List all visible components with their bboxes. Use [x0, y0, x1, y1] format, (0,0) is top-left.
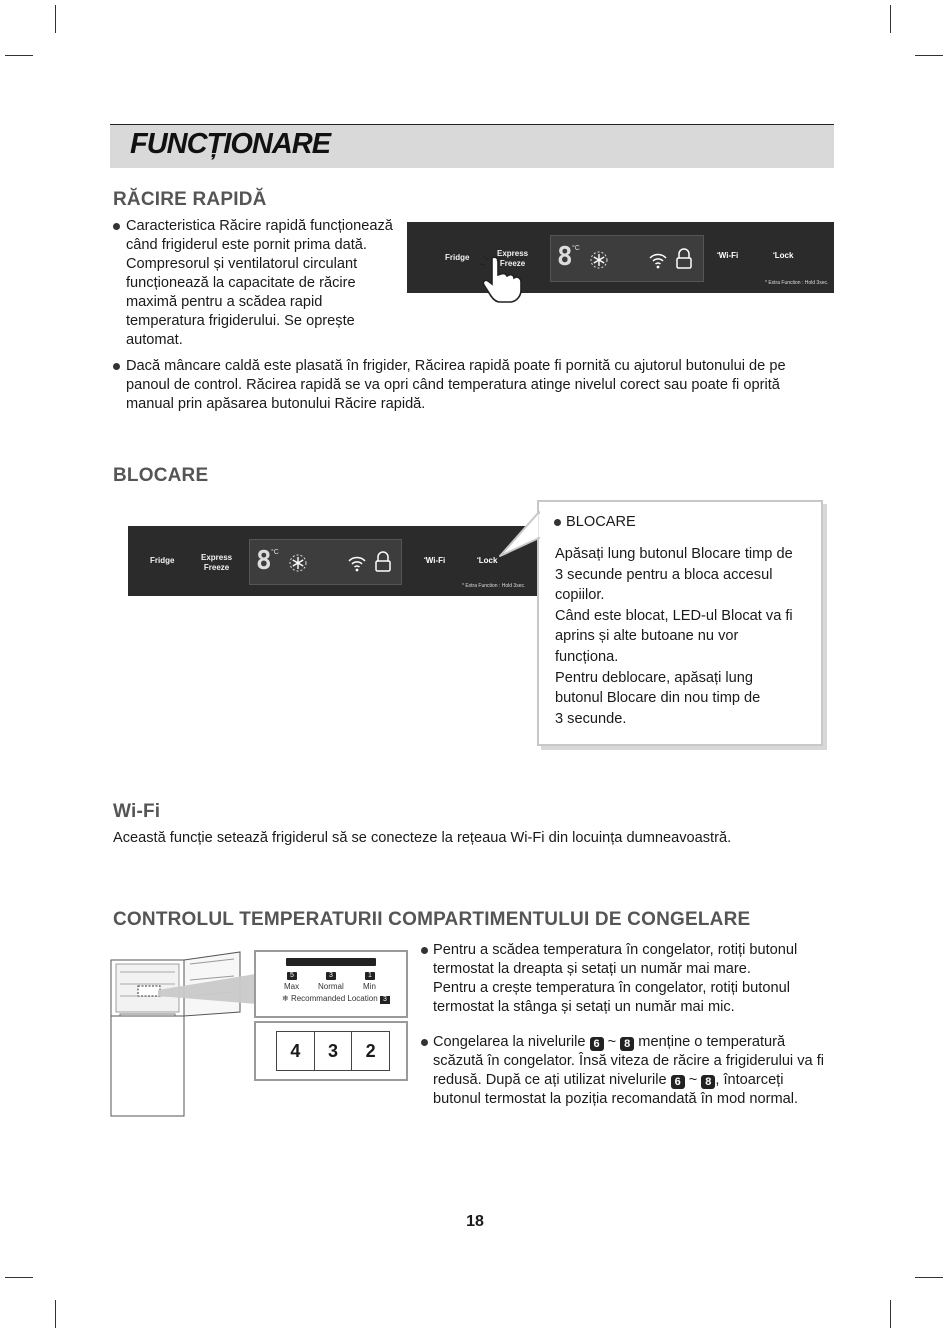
indicator-dot: • — [717, 251, 719, 257]
button-label: Wi-Fi — [425, 556, 446, 565]
temperature-display — [550, 235, 704, 282]
bullet — [421, 1039, 428, 1046]
text-line: Când este blocat, LED-ul Blocat va fi — [555, 607, 793, 624]
page-number: 18 — [466, 1213, 484, 1230]
wifi-icon — [348, 556, 366, 572]
text-line: Caracteristica Răcire rapidă funcționează — [126, 218, 393, 234]
tilde: ~ — [688, 1072, 698, 1088]
dial-label-max: Max — [284, 982, 300, 991]
text-line: funcționează la capacitate de răcire — [126, 275, 356, 291]
text-line: 3 secunde pentru a bloca accesul — [555, 566, 773, 583]
wifi-text: Această funcție setează frigiderul să se conecteze la rețeaua Wi-Fi din locuința dumneavoastră. — [113, 830, 732, 846]
crop-mark — [5, 55, 33, 56]
text-line: termostat la stânga și setați un număr mai mic. — [433, 999, 735, 1015]
snowflake-icon — [589, 250, 609, 270]
page-title: FUNCȚIONARE — [130, 128, 331, 160]
text-line: 3 secunde. — [555, 710, 627, 727]
level-badge: 3 — [380, 996, 390, 1004]
button-label: Express — [201, 553, 233, 562]
crop-mark — [890, 1300, 891, 1328]
text-line: copiilor. — [555, 587, 605, 604]
text-line: automat. — [126, 332, 183, 348]
pressing-hand-icon — [478, 254, 524, 304]
button-label: Lock — [478, 556, 498, 565]
bullet — [554, 519, 561, 526]
text-line: panoul de control. Răcirea rapidă se va opri când temperatura atinge nivelul corect sau poate fi oprită — [126, 377, 780, 393]
temperature-digit: 8 — [557, 242, 573, 272]
lock-callout — [537, 500, 823, 746]
control-panel-express — [407, 222, 834, 293]
level-badge: 6 — [590, 1037, 604, 1051]
freezer-heading: CONTROLUL TEMPERATURII COMPARTIMENTULUI DE CONGELARE — [113, 909, 751, 930]
recommended-label: Recommanded Location — [290, 994, 378, 1003]
bullet — [421, 947, 428, 954]
dial-indicator-bar — [286, 958, 376, 966]
extra-function-note: * Extra Function : Hold 3sec. — [462, 583, 526, 589]
level-badge: 6 — [671, 1075, 685, 1089]
thermostat-knob-box — [254, 1021, 408, 1081]
text-line: Apăsați lung butonul Blocare timp de — [555, 546, 793, 562]
indicator-dot: • — [477, 556, 479, 562]
unit-label: °C — [271, 549, 279, 556]
crop-mark — [55, 5, 56, 33]
lock-icon — [675, 248, 693, 270]
express-freeze-button[interactable] — [201, 553, 232, 573]
dial-label-normal: Normal — [318, 982, 344, 991]
text-line: Pentru a crește temperatura în congelator, rotiți butonul — [433, 980, 790, 996]
text-line: termostat la dreapta și setați un număr mai mare. — [433, 961, 751, 977]
text-line: Pentru a scădea temperatura în congelator, rotiți butonul — [433, 942, 798, 958]
knob-value: 4 — [277, 1032, 315, 1070]
wifi-heading: Wi-Fi — [113, 801, 161, 822]
indicator-dot: • — [773, 251, 775, 257]
knob-value: 2 — [365, 1041, 376, 1061]
fridge-button[interactable]: Fridge — [150, 556, 175, 565]
express-paragraph-2 — [126, 357, 826, 414]
tilde: ~ — [607, 1034, 617, 1050]
freezer-bullet-2 — [433, 1033, 838, 1109]
text-line: Pentru deblocare, apăsați lung — [555, 669, 753, 686]
button-label: Wi-Fi — [718, 251, 739, 260]
knob-value: 3 — [315, 1032, 353, 1070]
text-line: funcționa. — [555, 648, 619, 665]
callout-title: BLOCARE — [566, 514, 636, 530]
freezer-bullet-1 — [433, 941, 833, 1017]
text-span: , întoarceți — [715, 1072, 784, 1088]
text-line: butonul termostat la poziția recomandată în mod normal. — [433, 1091, 799, 1107]
unit-label: °C — [572, 245, 580, 252]
temperature-digit: 8 — [256, 546, 272, 576]
text-line: scăzută în congelator. Însă viteza de răcire a frigiderului va fi — [433, 1053, 824, 1069]
wifi-button[interactable] — [717, 251, 738, 260]
text-line: Dacă mâncare caldă este plasată în frigider, Răcirea rapidă poate fi pornită cu ajutorul butonului de pe — [126, 358, 786, 374]
express-paragraph-1 — [126, 217, 411, 350]
extra-function-note: * Extra Function : Hold 3sec. — [765, 280, 829, 286]
callout-pointer — [496, 510, 542, 560]
callout-body — [555, 544, 815, 729]
text-span: redusă. După ce ați utilizat nivelurile — [433, 1072, 667, 1088]
dial-label-min: Min — [363, 982, 376, 991]
snowflake-icon — [288, 553, 308, 573]
text-span: Congelarea la nivelurile — [433, 1034, 586, 1050]
bullet — [113, 363, 120, 370]
text-line: maximă pentru a scădea rapid — [126, 294, 323, 310]
bullet — [113, 223, 120, 230]
refrigerator-illustration — [108, 950, 258, 1120]
wifi-button[interactable] — [424, 556, 445, 565]
snowflake-icon: ❄ — [282, 994, 289, 1003]
text-line: când frigiderul este pornit prima dată. — [126, 237, 367, 253]
text-line — [433, 1033, 838, 1052]
indicator-dot: • — [424, 556, 426, 562]
crop-mark — [915, 1277, 943, 1278]
crop-mark — [55, 1300, 56, 1328]
thermostat-knob[interactable] — [276, 1031, 390, 1071]
text-line: butonul Blocare din nou timp de — [555, 690, 761, 707]
level-badge: 5 — [287, 972, 297, 980]
lock-icon — [374, 551, 392, 573]
text-span: menține o temperatură — [638, 1034, 786, 1050]
crop-mark — [5, 1277, 33, 1278]
level-badge: 8 — [701, 1075, 715, 1089]
wifi-icon — [649, 253, 667, 269]
recommended-location-note — [282, 994, 390, 1004]
fridge-button[interactable]: Fridge — [445, 253, 470, 262]
level-badge: 1 — [365, 972, 375, 980]
crop-mark — [890, 5, 891, 33]
text-line: Compresorul și ventilatorul circulant — [126, 256, 358, 272]
express-heading: RĂCIRE RAPIDĂ — [113, 189, 267, 210]
button-label: Freeze — [499, 259, 526, 268]
lock-button[interactable] — [477, 556, 497, 565]
lock-button[interactable] — [773, 251, 793, 260]
button-label: Lock — [774, 251, 794, 260]
control-panel-lock — [128, 526, 542, 596]
button-label: Express — [497, 249, 529, 258]
text-line: temperatura frigiderului. Se oprește — [126, 313, 355, 329]
temperature-display — [249, 539, 402, 585]
lock-heading: BLOCARE — [113, 465, 209, 486]
text-line: manual prin apăsarea butonului Răcire rapidă. — [126, 396, 426, 412]
crop-mark — [915, 55, 943, 56]
button-label: Freeze — [203, 563, 230, 572]
level-badge: 8 — [620, 1037, 634, 1051]
dial-label-box — [254, 950, 408, 1018]
level-badge: 3 — [326, 972, 336, 980]
text-line: aprins și alte butoane nu vor — [555, 628, 739, 645]
text-line — [433, 1071, 838, 1090]
